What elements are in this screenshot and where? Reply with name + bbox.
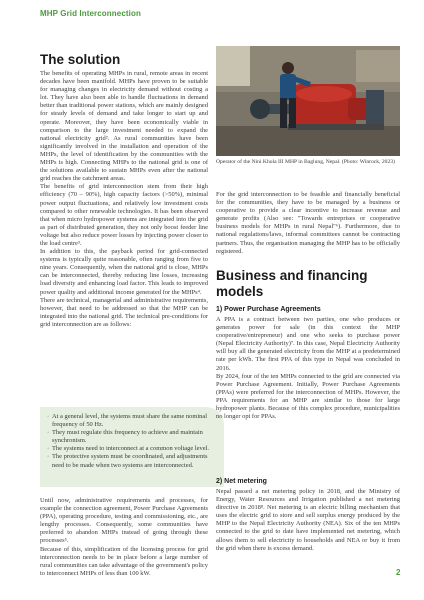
photo-caption: Operator of the Nini Khola III MHP in Baglung, Nepal. (Photo: Winrock, 2023) bbox=[216, 159, 395, 165]
body-paragraph: By 2024, four of the ten MHPs connected to the grid are connected via Power Purchase Agreement. Initially, Power Purchase Agreements (PPAs) were preferred for the interconnection of MHPs. However, the PPA requirements for an MHP are similar to those for large hydropower plants. Because of this complex procedure, municipalities no longer opt for PPAs. bbox=[216, 372, 400, 421]
page-header bbox=[0, 0, 424, 34]
section-heading-business-models: Business and financing models bbox=[216, 268, 368, 299]
subheading-power-purchase-agreements: 1) Power Purchase Agreements bbox=[216, 306, 321, 313]
page-number: 2 bbox=[396, 568, 401, 577]
bullet-item: · They must regulate this frequency to achieve and maintain synchronism. bbox=[47, 429, 217, 445]
solution-paragraph: The benefits of operating MHPs in rural, remote areas in recent decades have been manifold. MHPs have proven to be suitable for managing changes in electricity demand without costing a lot. They have also been able to handle fluctuations in demand better than traditional power stations, which are mainly designed for steady levels of demand and take longer to start up and operate. Moreover, they have been economically viable in comparison to the large investment needed to expand the national electricity grid². As rural communities have been significantly involved in the installation and operation of the MHPs, the level of identification by the communities with the MHPs is high. Connecting MHPs to the national grid is one of the solutions available to sustain MHPs even after the national grid reaches the catchment areas. bbox=[40, 70, 208, 183]
mhp-operator-photo bbox=[216, 46, 400, 156]
solution-paragraph: There are technical, managerial and administrative requirements, however, that need to be addressed so that the MHP can be integrated into the national grid. The technical pre-conditions for grid interconnection are as follows: bbox=[40, 296, 208, 328]
body-paragraph: For the grid interconnection to be feasible and financially beneficial for the communities, they have to be managed by a business or cooperative to provide a clear incentive to increase revenue and generate profits (Also see: "Towards entreprises or cooperative business models for MHPs in rural Nepal"⁶). Furthermore, due to national regulations/laws, informal committees cannot be contracting partners. Thus, the organisation managing the MHP has to be officially registered. bbox=[216, 191, 400, 255]
section-heading-solution: The solution bbox=[40, 52, 121, 67]
grid-feasibility-paragraph bbox=[216, 191, 400, 256]
ppa-body bbox=[216, 316, 400, 421]
solution-body-continued bbox=[40, 497, 208, 578]
body-paragraph: A PPA is a contract between two parties, one who produces or generates power for sale (in this context the MHP cooperative/entrepreneur) and one who seeks to purchase power (Nepal Electricity Authority)⁷. In this case, Nepal Electricity Authority will buy all the generated electricity from the MHP at a predetermined rate per kWh. The first PPA of this type in Nepal was concluded in 2016. bbox=[216, 316, 400, 372]
bullet-item: · At a general level, the systems must share the same nominal frequency of 50 Hz. bbox=[47, 413, 217, 429]
subheading-net-metering: 2) Net metering bbox=[216, 478, 267, 485]
solution-paragraph: Until now, administrative requirements and processes, for example the connection agreement, Power Purchase Agreements (PPA), operating procedure, testing and commissioning, etc., are lengthy processes. Consequently, some communities have preferred to abandon MHPs instead of going through these processes⁵. bbox=[40, 497, 208, 545]
header-title: MHP Grid Interconnection bbox=[40, 9, 141, 18]
bullet-item: · The systems need to interconnect at a common voltage level. bbox=[47, 445, 217, 453]
solution-paragraph: Because of this, simplification of the licensing process for grid interconnection needs to be in place before a large number of rural communities can take advantage of the government's policy to interconnect MHPs of less than 100 kW. bbox=[40, 545, 208, 577]
solution-paragraph: The benefits of grid interconnection stem from their high efficiency (70 – 90%), high capacity factors (>50%), minimal power output fluctuations, and relatively low investment costs compared to other renewable technologies. It has been observed that when micro hydropower systems are integrated into the grid as part of distributed generation, they not only boost feeder line voltage but also reduce power losses by injecting power closer to the load centre³. bbox=[40, 183, 208, 247]
solution-body bbox=[40, 70, 208, 329]
net-metering-body bbox=[216, 488, 400, 553]
solution-paragraph: In addition to this, the payback period for grid-connected systems is typically quite reasonable, often ranging from five to nine years. Consequently, when the national grid is close, MHPs can be interconnected, thereby reducing line losses, increasing load diversity and enhancing load factor. This leads to improved power quality and additional income generated for the MHPs⁴. bbox=[40, 248, 208, 296]
photo-illustration bbox=[216, 46, 400, 156]
bullet-list bbox=[47, 413, 217, 470]
body-paragraph: Nepal passed a net metering policy in 2018, and the Ministry of Energy, Water Resources and Irrigation published a net metering directive in 2018⁸. Net metering is an electric billing mechanism that uses the electric grid to store and sell surplus energy produced by the MHP to the Nepal Electricity Authority (NEA). Six of the ten MHPs connected to the grid to date have implemented net metering, which allows them to sell electricity to households and NEA or buy it from the grid when there is excess demand. bbox=[216, 488, 400, 552]
technical-preconditions-callout bbox=[40, 407, 224, 487]
bullet-item: · The protective system must be coordinated, and adjustments need to be made when two systems are interconnected. bbox=[47, 453, 217, 469]
